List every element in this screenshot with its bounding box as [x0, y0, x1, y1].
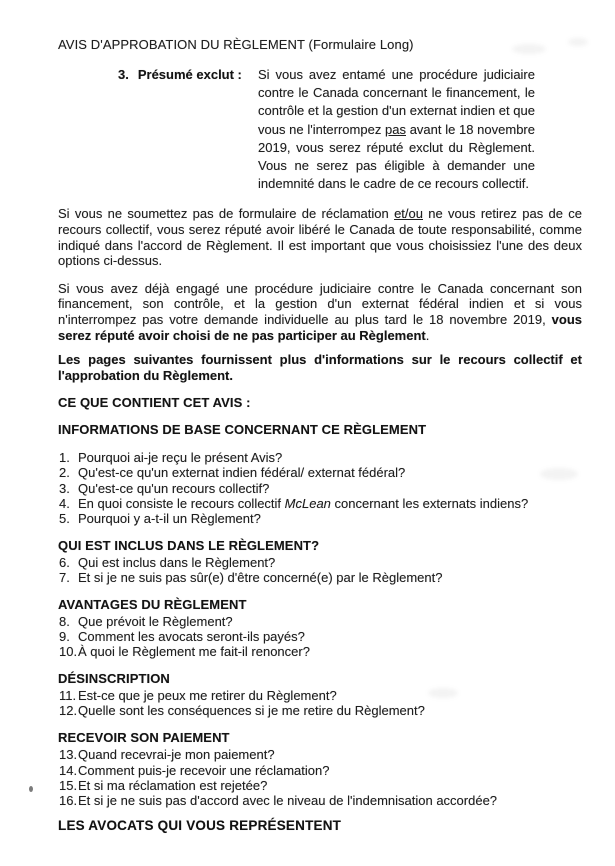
toc-item-number: 4. — [59, 495, 70, 511]
toc-item-text: concernant les externats indiens? — [330, 495, 529, 511]
section-heading-avocats: LES AVOCATS QUI VOUS REPRÉSENTENT — [58, 817, 342, 833]
toc-item — [59, 555, 589, 570]
toc-item-text: À quoi le Règlement me fait-il renoncer? — [78, 644, 310, 660]
toc-item-number: 16. — [59, 792, 78, 808]
toc-list-desinscription — [59, 688, 615, 718]
toc-item — [59, 747, 589, 762]
item-number: 3. — [118, 67, 129, 82]
toc-item-text: Et si je ne suis pas sûr(e) d'être concerné(e) par le Règlement? — [78, 569, 443, 585]
section-heading-avantages: AVANTAGES DU RÈGLEMENT — [58, 597, 247, 613]
section-heading-recevoir-paiement: RECEVOIR SON PAIEMENT — [58, 730, 230, 746]
paragraph-no-claim — [58, 206, 582, 268]
toc-item-text: Quand recevrai-je mon paiement? — [78, 747, 275, 763]
presumed-excluded-item — [118, 66, 615, 193]
toc-item-text: Quelle sont les conséquences si je me retire du Règlement? — [78, 703, 425, 719]
toc-item-number: 11. — [59, 688, 77, 704]
toc-item — [59, 703, 589, 718]
toc-item — [59, 763, 589, 778]
toc-item — [59, 450, 589, 465]
section-heading-informations: INFORMATIONS DE BASE CONCERNANT CE RÈGLEMENT — [58, 422, 427, 438]
text-segment: avant le 18 novembre 2019, vous serez réputé exclut du Règlement. Vous ne serez pas éligible à demander une indemnité dans le cadre de ce recours collectif. — [258, 121, 535, 192]
toc-item — [59, 778, 589, 793]
toc-item-number: 15. — [59, 777, 78, 793]
toc-item — [59, 496, 589, 511]
toc-item — [59, 793, 589, 808]
toc-item-text: Qu'est-ce qu'un externat indien fédéral/ externat fédéral? — [78, 465, 406, 481]
case-name-italic: McLean — [284, 495, 331, 511]
document-title: AVIS D'APPROBATION DU RÈGLEMENT (Formulaire Long) — [58, 37, 414, 52]
toc-item-number: 2. — [59, 465, 70, 481]
toc-item-text: Et si ma réclamation est rejetée? — [78, 777, 268, 793]
toc-item-number: 6. — [59, 554, 70, 570]
toc-item-text: Est-ce que je peux me retirer du Règlement? — [78, 688, 337, 704]
toc-item-number: 7. — [59, 569, 70, 585]
toc-item — [59, 511, 589, 526]
presumed-excluded-label — [118, 66, 258, 193]
text-segment: Si vous avez entamé une procédure judiciaire contre le Canada concernant le financement, le contrôle et la gestion d'un externat indien et que vous ne l'interrompez — [258, 67, 535, 137]
toc-item-text: Pourquoi ai-je reçu le présent Avis? — [78, 450, 283, 466]
toc-item-number: 10. — [59, 644, 78, 660]
toc-item-text: Et si je ne suis pas d'accord avec le niveau de l'indemnisation accordée? — [78, 792, 498, 808]
toc-item-number: 12. — [59, 703, 78, 719]
toc-item-number: 3. — [59, 480, 70, 496]
toc-item-text: Qu'est-ce qu'un recours collectif? — [78, 480, 270, 496]
section-heading-qui-est-inclus: QUI EST INCLUS DANS LE RÈGLEMENT? — [58, 537, 320, 553]
toc-item-number: 13. — [59, 747, 78, 763]
toc-item-number: 14. — [59, 762, 78, 778]
toc-item — [59, 614, 589, 629]
toc-item-number: 8. — [59, 614, 70, 630]
toc-list-informations — [59, 450, 615, 525]
toc-item-text: Que prévoit le Règlement? — [78, 614, 233, 630]
toc-item-number: 1. — [59, 450, 70, 466]
toc-list-qui-est-inclus — [59, 555, 615, 585]
scan-smudge — [540, 468, 578, 480]
text-segment: . — [425, 327, 430, 343]
toc-item — [59, 570, 589, 585]
toc-item-text: Qui est inclus dans le Règlement? — [78, 554, 276, 570]
scan-speck — [29, 786, 33, 792]
toc-item-number: 9. — [59, 629, 70, 645]
toc-item — [59, 688, 589, 703]
toc-list-avantages — [59, 614, 615, 659]
toc-heading: CE QUE CONTIENT CET AVIS : — [58, 395, 251, 411]
toc-item — [59, 465, 589, 480]
item-label: Présumé exclut : — [137, 67, 242, 82]
paragraph-ongoing-action — [58, 281, 582, 343]
toc-item-text: Pourquoi y a-t-il un Règlement? — [78, 510, 261, 526]
toc-list-recevoir-paiement — [59, 747, 615, 807]
section-heading-desinscription: DÉSINSCRIPTION — [58, 671, 170, 687]
bold-segment: vous serez réputé avoir choisi de ne pas participer au Règlement — [58, 311, 582, 343]
underlined-word: et/ou — [394, 206, 423, 222]
text-segment: Si vous ne soumettez pas de formulaire de réclamation — [58, 206, 395, 222]
underlined-word: pas — [385, 121, 406, 137]
toc-item-number: 5. — [59, 510, 70, 526]
scan-smudge — [512, 44, 546, 54]
scan-smudge — [568, 38, 588, 46]
text-segment: ne vous retirez pas de ce recours collectif, vous serez réputé avoir libéré le Canada de toute responsabilité, comme indiqué dans l'accord de Règlement. Il est important que vous choisissiez l'une des deux options ci-dessus. — [58, 206, 582, 269]
paragraph-following-pages: Les pages suivantes fournissent plus d'informations sur le recours collectif et l'approbation du Règlement. — [58, 352, 582, 383]
text-segment: Si vous avez déjà engagé une procédure judiciaire contre le Canada concernant son financement, son contrôle, et la gestion d'un externat fédéral indien et si vous n'interrompez pas votre demande individuelle au plus tard le 18 novembre 2019, — [58, 280, 582, 327]
toc-item — [59, 629, 589, 644]
scan-smudge — [428, 688, 458, 698]
toc-item-text: Comment les avocats seront-ils payés? — [78, 629, 305, 645]
presumed-excluded-text — [258, 66, 535, 193]
toc-item — [59, 644, 589, 659]
toc-item-text: Comment puis-je recevoir une réclamation? — [78, 762, 330, 778]
toc-item — [59, 481, 589, 496]
toc-item-text: En quoi consiste le recours collectif — [78, 495, 285, 511]
